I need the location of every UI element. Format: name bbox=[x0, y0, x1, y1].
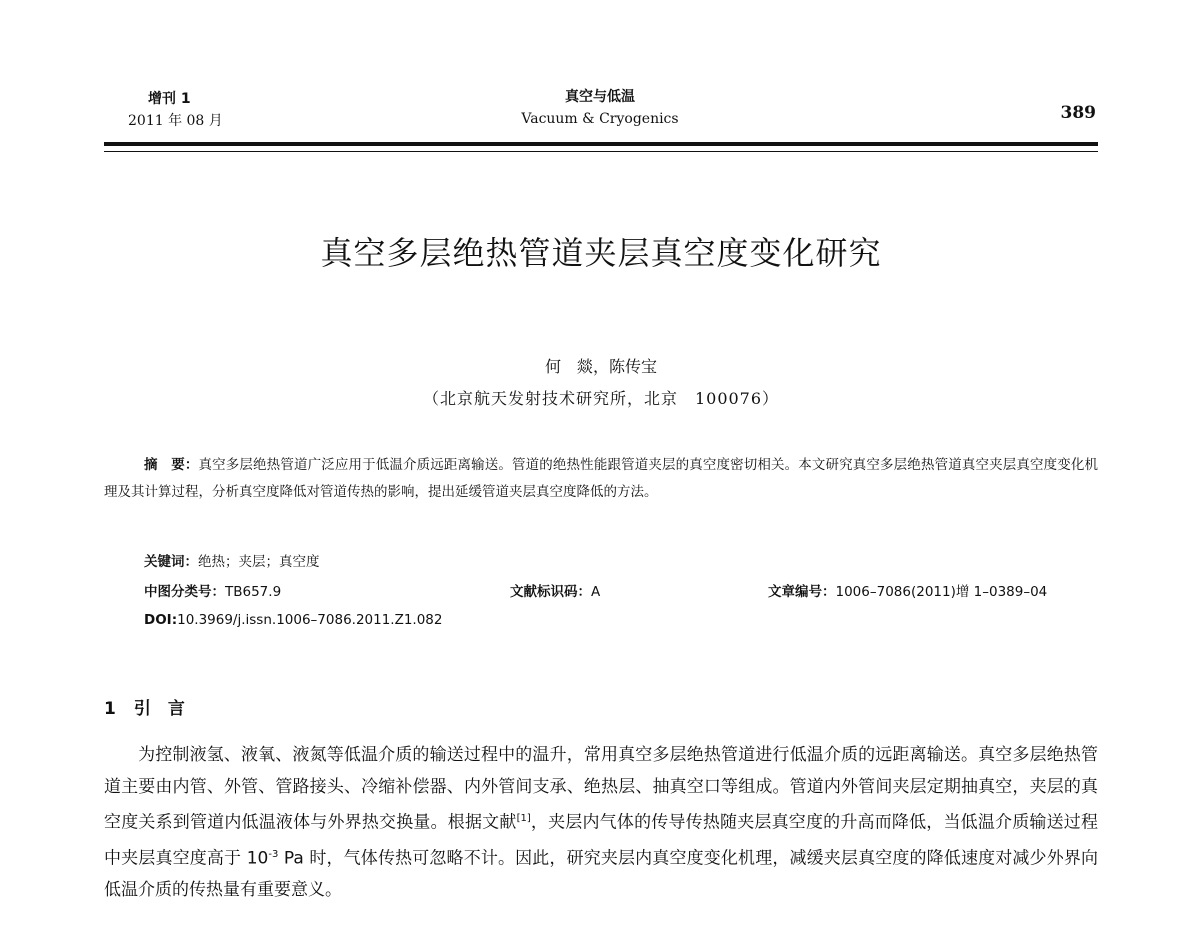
doi-value: 10.3969/j.issn.1006–7086.2011.Z1.082 bbox=[177, 612, 443, 628]
article-no-label: 文章编号： bbox=[768, 584, 836, 600]
keywords-label: 关键词： bbox=[144, 554, 198, 570]
doi bbox=[144, 612, 443, 628]
page-number: 389 bbox=[1060, 103, 1096, 123]
document-code bbox=[510, 580, 600, 600]
article-number bbox=[768, 580, 1047, 600]
section-heading bbox=[104, 694, 185, 719]
section-title: 引 言 bbox=[133, 699, 185, 719]
header-date: 2011 年 08 月 bbox=[128, 113, 223, 129]
intro-text-a: 为控制液氢、液氧、液氮等低温介质的输送过程中的温升，常用真空多层绝热管道进行低温介质的远距离输送。真空多层绝热管道主要由内管、外管、管路接头、冷缩补偿器、内外管间支承、绝热层、抽真空口等组成。管道内外管间夹层定期抽真空，夹层的真空度关系到管道内低温液体与外界热交换量。根据文献 bbox=[104, 745, 1098, 833]
abstract-text: 真空多层绝热管道广泛应用于低温介质远距离输送。管道的绝热性能跟管道夹层的真空度密切相关。本文研究真空多层绝热管道真空夹层真空度变化机理及其计算过程，分析真空度降低对管道传热的影响，提出延缓管道夹层真空度降低的方法。 bbox=[104, 457, 1099, 500]
authors: 何 燚，陈传宝 bbox=[544, 357, 657, 376]
header-journal-block bbox=[480, 86, 720, 130]
header-issue: 增刊 1 bbox=[148, 91, 191, 107]
article-no-value: 1006–7086(2011)增 1–0389–04 bbox=[835, 584, 1048, 600]
keywords-value: 绝热；夹层；真空度 bbox=[198, 554, 320, 570]
header-journal-en: Vacuum & Cryogenics bbox=[521, 111, 679, 127]
paper-title: 真空多层绝热管道夹层真空度变化研究 bbox=[320, 234, 882, 272]
header-rule-thin bbox=[104, 151, 1098, 152]
header-issue-block bbox=[128, 88, 248, 132]
affiliation: （北京航天发射技术研究所，北京 100076） bbox=[422, 389, 780, 408]
clc-value: TB657.9 bbox=[225, 584, 282, 600]
clc-label: 中图分类号： bbox=[144, 584, 225, 600]
header-rule-thick bbox=[104, 142, 1098, 146]
doc-code-value: A bbox=[591, 584, 601, 600]
abstract bbox=[104, 452, 1098, 506]
citation-ref[interactable]: [1] bbox=[516, 813, 531, 824]
clc-number bbox=[144, 580, 281, 600]
section-number: 1 bbox=[104, 699, 116, 719]
intro-text-b: ，夹层内气体的传导传热随夹层真空度的升高而降低，当低温介质输送过程中夹层真空度高于 10 bbox=[104, 812, 1099, 869]
intro-paragraph bbox=[104, 740, 1098, 907]
doc-code-label: 文献标识码： bbox=[510, 584, 591, 600]
header-journal-cn: 真空与低温 bbox=[565, 89, 635, 105]
intro-text-c: Pa 时，气体传热可忽略不计。因此，研究夹层内真空度变化机理，减缓夹层真空度的降低速度对减少外界向低温介质的传热量有重要意义。 bbox=[104, 848, 1098, 901]
exponent: -3 bbox=[268, 849, 279, 861]
abstract-label: 摘 要： bbox=[144, 457, 199, 473]
keywords bbox=[144, 550, 320, 570]
doi-label: DOI: bbox=[144, 612, 178, 628]
